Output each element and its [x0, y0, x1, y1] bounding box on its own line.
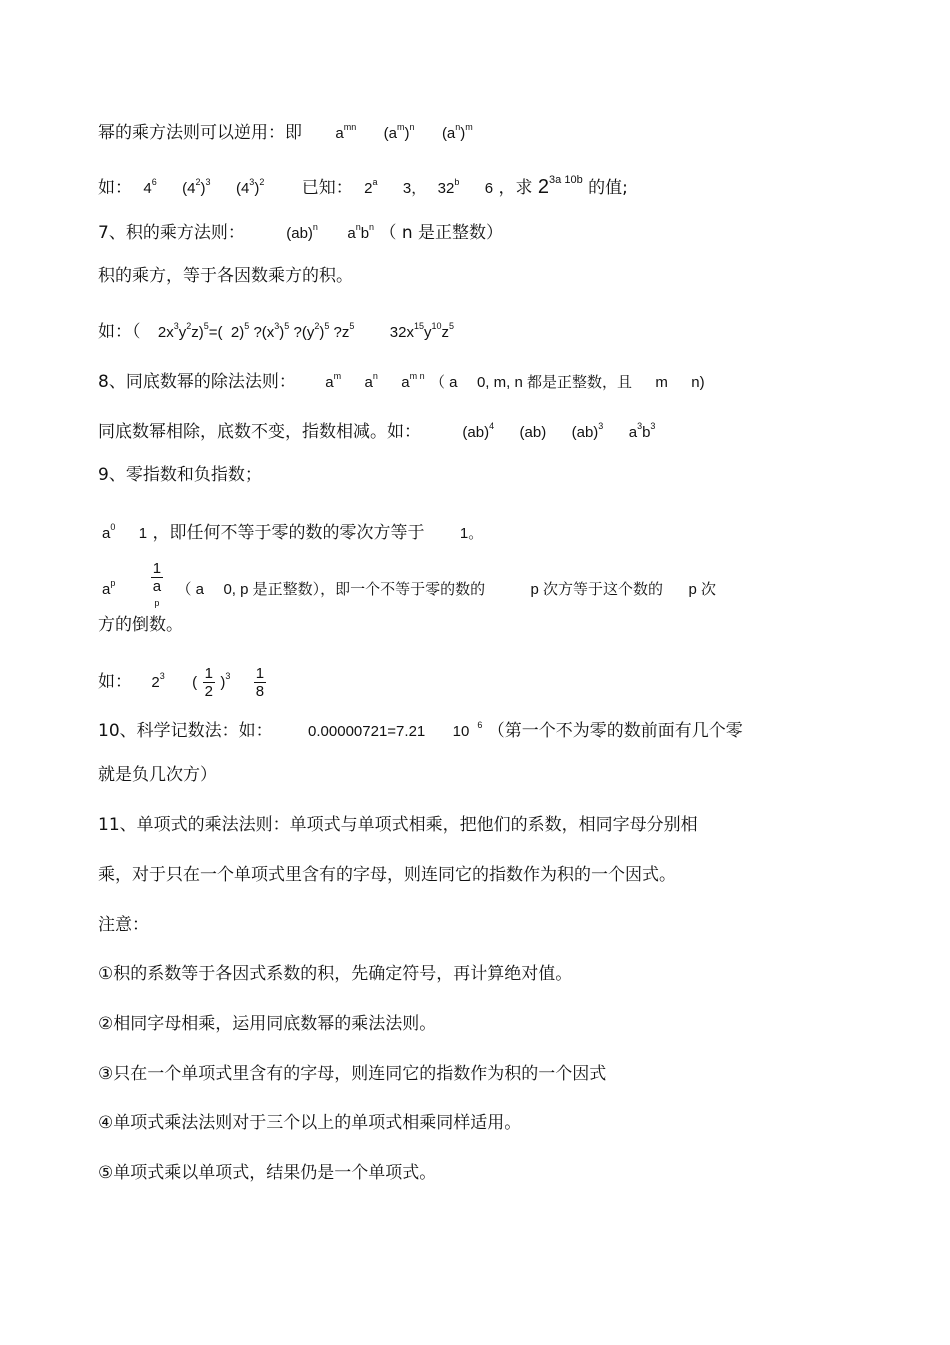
text: 同底数幂相除，底数不变，指数相减。如： [98, 422, 421, 442]
paragraph: 注意： [98, 915, 149, 935]
section-heading: 11、单项式的乘法法则：单项式与单项式相乘，把他们的系数，相同字母分别相 [98, 815, 698, 835]
formula: $32x^{15}y^{10}z^5$ [389, 321, 455, 341]
formula: $2^{3a 10b}$ [537, 174, 583, 198]
text: 10、科学记数法：如： [98, 721, 273, 741]
text: m [655, 374, 668, 391]
product-power-rule-heading [98, 216, 850, 245]
formula: $(4^2)^3$ [182, 177, 211, 197]
text: （第一个不为零的数前面有几个零 [487, 721, 743, 741]
formula: $4^6$ [143, 177, 157, 197]
text: 的值; [588, 178, 628, 198]
fraction: $\frac{1}{8}$ [255, 664, 265, 700]
formula: 2$^a$ [364, 177, 378, 197]
formula: $2^3$ [151, 671, 165, 691]
text: p 次方等于这个数的 [530, 581, 664, 598]
text: （ a [430, 374, 458, 391]
paragraph: 就是负几次方） [98, 765, 217, 785]
formula: $a^{m n}$ [401, 371, 425, 391]
formula: 6 [484, 180, 494, 197]
formula: 32$^b$ [437, 177, 460, 197]
fraction: $\frac{1}{2}$ [204, 664, 213, 700]
note-item: ⑤单项式乘以单项式，结果仍是一个单项式。 [98, 1163, 437, 1183]
text: n) [691, 374, 705, 391]
formula: 3， [402, 180, 427, 197]
example-line [98, 169, 850, 200]
formula: $a^3b^3$ [628, 421, 656, 441]
text: 0, m, n 都是正整数，且 [476, 374, 632, 391]
paragraph: 方的倒数。 [98, 615, 183, 635]
example-line [98, 415, 850, 444]
formula: $a^n$ [364, 371, 378, 391]
formula: (ab) [519, 424, 547, 441]
text: 0, p 是正整数），即一个不等于零的数的 [223, 581, 486, 598]
formula: $2x^3y^2z)^5=$( 2)$^5$ $?(x^3)^5$ $?(y^2)^5$ $?z^5$ [157, 321, 355, 341]
formula: $a^{mn}$ [335, 122, 357, 142]
formula: )$^3$ [220, 671, 231, 691]
text: ，即任何不等于零的数的零次方等于 [152, 523, 425, 543]
text: 如： [98, 178, 132, 198]
division-rule-heading [98, 365, 850, 394]
formula: $(a^n)^m$ [441, 122, 473, 142]
note-item: ③只在一个单项式里含有的字母，则连同它的指数作为积的一个因式 [98, 1064, 607, 1084]
note-item: ①积的系数等于各因式系数的积，先确定符号，再计算绝对值。 [98, 964, 573, 984]
text: ，求 [498, 178, 533, 198]
text: 如：（ [98, 322, 141, 342]
formula: $(a^m)^n$ [383, 122, 415, 142]
formula: $a^p$ [102, 578, 116, 598]
formula: $(4^3)^2$ [235, 177, 265, 197]
formula: $a^m$ [325, 371, 342, 391]
zero-exponent-line [98, 516, 850, 545]
formula: $a^0$ [102, 522, 116, 542]
text: 8、同底数幂的除法法则： [98, 372, 296, 392]
text: 幂的乘方法则可以逆用：即 [98, 123, 302, 143]
note-item: ②相同字母相乘，运用同底数幂的乘法法则。 [98, 1014, 437, 1034]
example-line [98, 315, 850, 344]
text: （ n 是正整数） [379, 223, 504, 243]
text: 1。 [459, 525, 484, 542]
negative-exponent-line [98, 560, 850, 618]
formula: ( [192, 674, 198, 691]
text: p 次 [688, 581, 716, 598]
power-of-power-reverse-line [98, 116, 850, 145]
text: 已知： [301, 178, 353, 198]
formula: 1 [138, 525, 148, 542]
note-item: ④单项式乘法法则对于三个以上的单项式相乘同样适用。 [98, 1113, 522, 1133]
formula: 0.00000721=7.21 [308, 723, 426, 740]
text: （ a [176, 581, 205, 598]
text: 如： [98, 672, 132, 692]
formula: (ab)$^3$ [571, 421, 604, 441]
section-heading: 9、零指数和负指数； [98, 465, 262, 485]
paragraph: 乘，对于只在一个单项式里含有的字母，则连同它的指数作为积的一个因式。 [98, 865, 676, 885]
formula: (ab)$^n$ [286, 222, 318, 242]
formula: (ab)$^4$ [462, 421, 495, 441]
fraction: 1 a $^p$ [152, 560, 162, 608]
paragraph: 积的乘方，等于各因数乘方的积。 [98, 266, 353, 286]
formula: $a^nb^n$ [347, 222, 375, 242]
example-line [98, 658, 850, 701]
scientific-notation-line [98, 714, 850, 743]
formula: 10 $^6$ [452, 720, 483, 740]
text: 7、积的乘方法则： [98, 223, 245, 243]
